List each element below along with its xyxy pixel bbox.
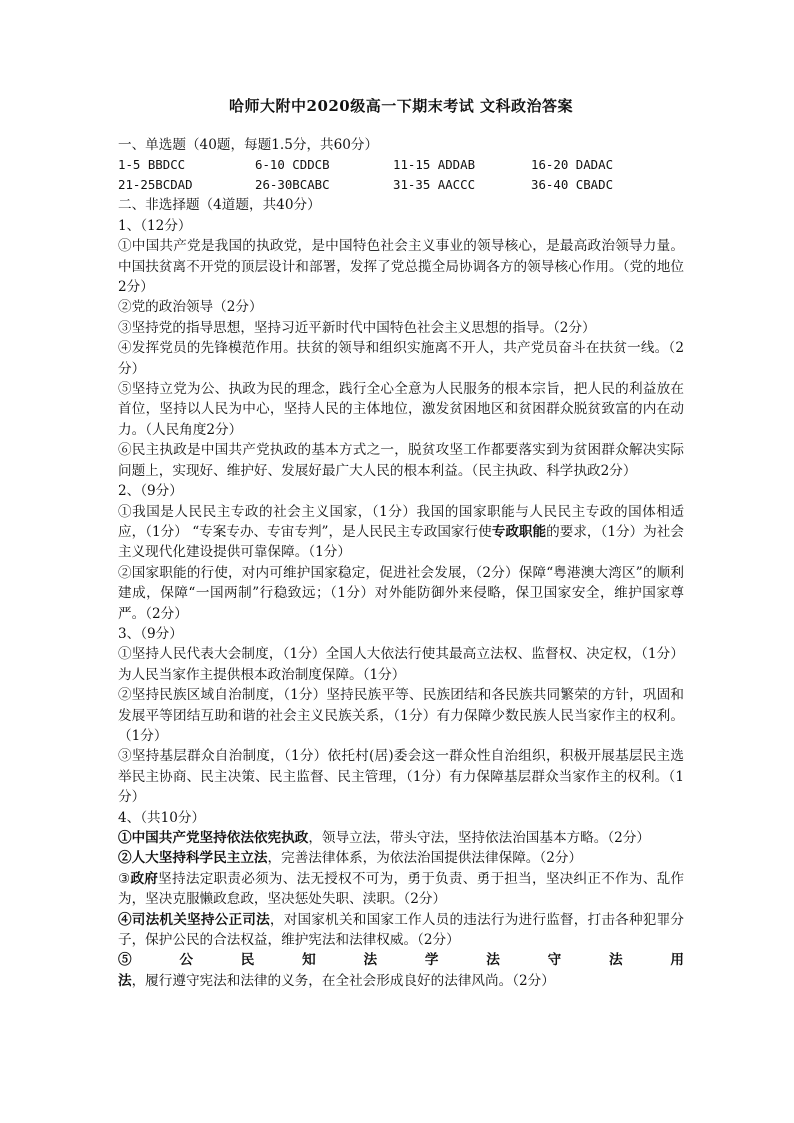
answer-cell: 21-25BCDAD [118, 177, 193, 193]
q1-point-4: ④发挥党员的先锋模范作用。扶贫的领导和组织实施离不开人，共产党员奋斗在扶贫一线。（2分） [118, 340, 684, 377]
q1-point-2: ②党的政治领导（2分） [118, 299, 263, 316]
q2-point-2: ②国家职能的行使，对内可维护国家稳定，促进社会发展，（2分）保障“粤港澳大湾区”的顺利建成，保障“一国两制”行稳致远；（1分）对外能防御外来侵略，保卫国家安全，维护国家尊严。（2分） [118, 564, 684, 622]
q4-point-4-bold: ④司法机关坚持公正司法 [118, 911, 270, 928]
q1-point-1: ①中国共产党是我国的执政党，是中国特色社会主义事业的领导核心，是最高政治领导力量。中国扶贫离不开党的顶层设计和部署，发挥了党总揽全局协调各方的领导核心作用。（党的地位2分） [118, 238, 684, 296]
q4-point-3-text: 坚持法定职责必须为、法无授权不可为，勇于负责、勇于担当，坚决纠正不作为、乱作为，坚决克服懒政怠政，坚决惩处失职、渎职。（2分） [118, 870, 685, 908]
q4-point-1-bold: ①中国共产党坚持依法依宪执政 [118, 830, 309, 846]
q1-point-6: ⑥民主执政是中国共产党执政的基本方式之一，脱贫攻坚工作都要落实到为贫困群众解决实际问题上，实现好、维护好、发展好最广大人民的根本利益。（民主执政、科学执政2分） [118, 442, 684, 479]
answer-cell: 1-5 BBDCC [118, 157, 186, 173]
q4-point-4 [118, 910, 684, 951]
q2-point-1-text: ①我国是人民民主专政的社会主义国家，（1分）我国的国家职能与人民民主专政的国体相适应，（1分） “专案专办、专宙专判”，是人民民主专政国家行使 [118, 503, 684, 540]
section2-header: 二、非选择题（4道题，共40分） [118, 197, 321, 214]
q4-point-1 [118, 828, 684, 848]
q4-point-5-bold: ⑤公民知法学法守法用法 [118, 952, 684, 989]
q1-header: 1、（12分） [118, 217, 192, 234]
q3-header: 3、（9分） [118, 625, 183, 642]
q1-point-3: ③坚持党的指导思想，坚持习近平新时代中国特色社会主义思想的指导。（2分） [118, 319, 596, 336]
q4-point-2-text: ，完善法律体系，为依法治国提供法律保障。（2分） [267, 850, 583, 867]
answer-cell: 6-10 CDDCB [255, 157, 330, 173]
answer-cell: 31-35 AACCC [393, 177, 476, 193]
section1-header: 一、单选题（40题，每题1.5分，共60分） [118, 137, 379, 153]
q4-point-2 [118, 848, 684, 868]
q2-header: 2、（9分） [118, 483, 183, 500]
q2-point-1-tail: 的要求，（1分）为社会主义现代化建设提供可靠保障。（1分） [118, 523, 684, 561]
q4-point-5-text: ，履行遵守宪法和法律的义务，在全社会形成良好的法律风尚。（2分） [131, 972, 555, 989]
q4-point-3-marker: ③ [118, 870, 131, 887]
q2-point-1 [118, 502, 684, 563]
q4-point-2-bold: ②人大坚持科学民主立法 [118, 850, 268, 867]
q3-point-1: ①坚持人民代表大会制度，（1分）全国人大依法行使其最高立法权、监督权、决定权，（1分）为人民当家作主提供根本政治制度保障。（1分） [118, 646, 684, 683]
mcq-answer-grid [118, 155, 684, 195]
q4-point-4-text: ，对国家机关和国家工作人员的违法行为进行监督，打击各种犯罪分子，保护公民的合法权益，维护宪法和法律权威。（2分） [118, 911, 685, 949]
answer-cell: 36-40 CBADC [531, 177, 614, 193]
q4-point-3 [118, 869, 684, 910]
q3-point-3: ③坚持基层群众自治制度，（1分）依托村(居)委会这一群众性自治组织，积极开展基层民主选举民主协商、民主决策、民主监督、民主管理，（1分）有力保障基层群众当家作主的权利。（1分） [118, 748, 684, 806]
q4-header: 4、（共10分） [118, 809, 206, 826]
answer-cell: 16-20 DADAC [531, 157, 614, 173]
q4-point-5 [118, 950, 684, 991]
answer-cell: 11-15 ADDAB [393, 157, 476, 173]
q3-point-2: ②坚持民族区域自治制度，（1分）坚持民族平等、民族团结和各民族共同繁荣的方针，巩固和发展平等团结互助和谐的社会主义民族关系，（1分）有力保障少数民族人民当家作主的权利。（1分） [118, 687, 684, 744]
answer-cell: 26-30BCABC [255, 177, 330, 193]
q2-point-1-bold: 专政职能 [491, 523, 547, 540]
page-title: 哈师大附中2020级高一下期末考试 文科政治答案 [229, 97, 573, 115]
q4-point-3-bold: 政府 [130, 870, 159, 887]
q1-point-5: ⑤坚持立党为公、执政为民的理念，践行全心全意为人民服务的根本宗旨，把人民的利益放在首位，坚持以人民为中心，坚持人民的主体地位，激发贫困地区和贫困群众脱贫致富的内在动力。（人民角度2分） [118, 381, 684, 438]
q4-point-1-text: ，领导立法，带头守法，坚持依法治国基本方略。（2分） [308, 830, 651, 846]
